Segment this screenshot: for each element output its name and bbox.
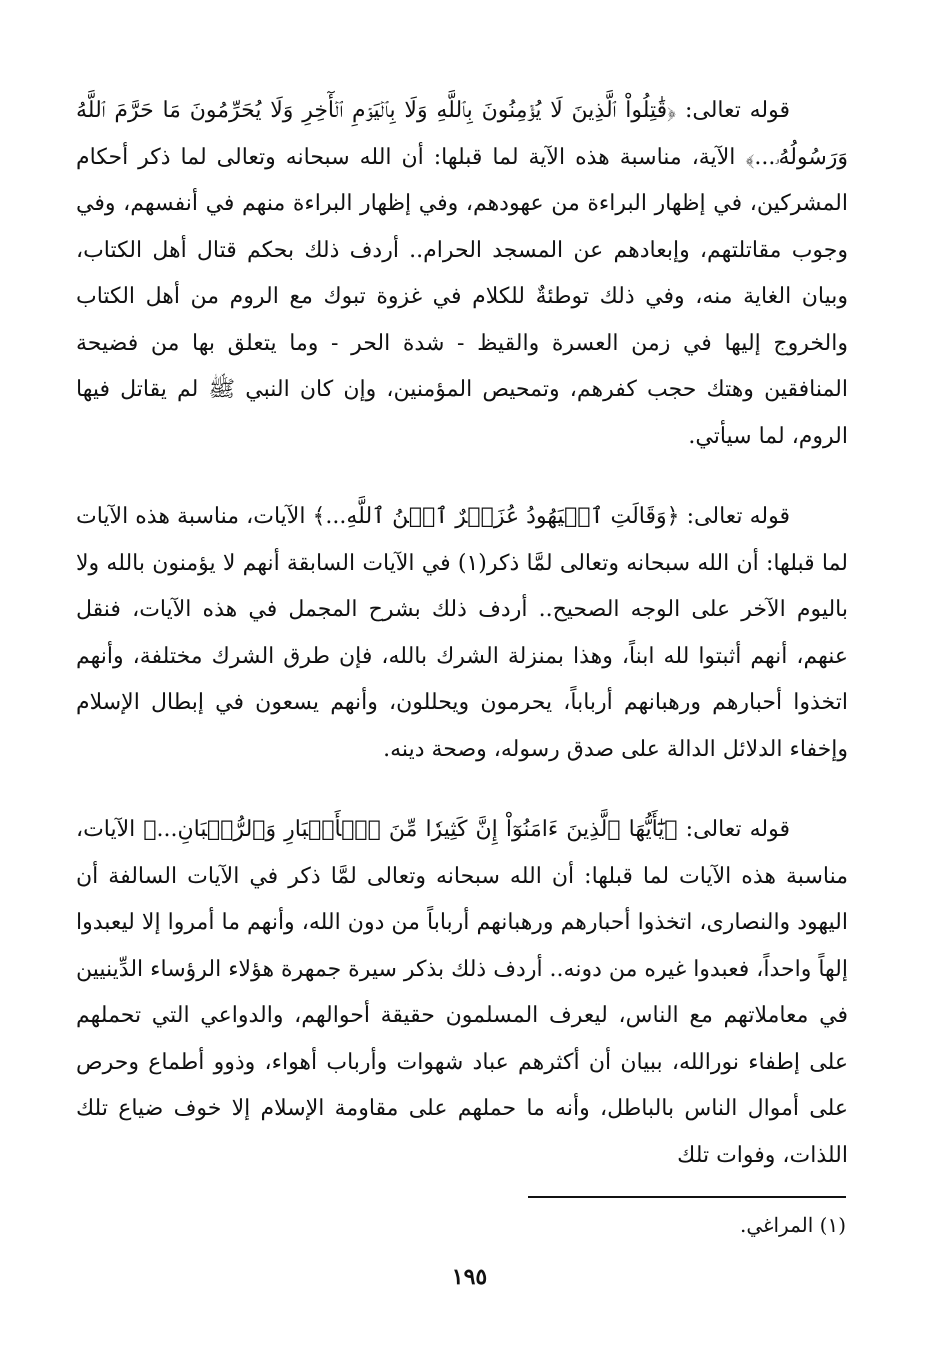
footnote-divider	[528, 1196, 846, 1198]
footnote: (١) المراغي.	[739, 1213, 846, 1237]
page-body	[76, 88, 848, 1179]
page-number: ١٩٥	[451, 1264, 488, 1290]
paragraph-3: قوله تعالى: ﴿يَٰٓأَيُّهَا ٱلَّذِينَ ءَامَنُوٓاْ إِنَّ كَثِيرٗا مِّنَ ٱلۡأَحۡبَارِ وَٱلرُّهۡبَانِ...﴾ الآيات، مناسبة هذه الآيات لما قبلها: أن الله سبحانه وتعالى لمَّا ذكر في الآيات السالفة أن اليهود والنصارى، اتخذوا أحبارهم ورهبانهم أرباباً من دون الله، وأنهم ما أمروا إلا ليعبدوا إلهاً واحداً، فعبدوا غيره من دونه.. أردف ذلك بذكر سيرة جمهرة هؤلاء الرؤساء الدِّينيين في معاملاتهم مع الناس، ليعرف المسلمون حقيقة أحوالهم، والدواعي التي تحملهم على إطفاء نورالله، ببيان أن أكثرهم عباد شهوات وأرباب أهواء، وذوو أطماع وحرص على أموال الناس بالباطل، وأنه ما حملهم على مقاومة الإسلام إلا خوف ضياع تلك اللذات، وفوات تلك	[76, 817, 848, 1168]
paragraph-2: قوله تعالى: ﴿وَقَالَتِ ٱلۡيَهُودُ عُزَيۡرٌ ٱبۡنُ ٱللَّهِ...﴾ الآيات، مناسبة هذه الآيات لما قبلها: أن الله سبحانه وتعالى لمَّا ذكر(١) في الآيات السابقة أنهم لا يؤمنون بالله ولا باليوم الآخر على الوجه الصحيح.. أردف ذلك بشرح المجمل في هذه الآيات، فنقل عنهم، أنهم أثبتوا لله ابناً، وهذا بمنزلة الشرك بالله، فإن طرق الشرك مختلفة، وأنهم اتخذوا أحبارهم ورهبانهم أرباباً، يحرمون ويحللون، وأنهم يسعون في إبطال الإسلام وإخفاء الدلائل الدالة على صدق رسوله، وصحة دينه.	[76, 504, 848, 762]
paragraph-1: قوله تعالى: ﴿قَٰتِلُواْ ٱلَّذِينَ لَا يُؤۡمِنُونَ بِٱللَّهِ وَلَا بِٱلۡيَوۡمِ ٱلۡأٓخِرِ وَلَا يُحَرِّمُونَ مَا حَرَّمَ ٱللَّهُ وَرَسُولُهُۥ...﴾ الآية، مناسبة هذه الآية لما قبلها: أن الله سبحانه وتعالى لما ذكر أحكام المشركين، في إظهار البراءة من عهودهم، وفي إظهار البراءة منهم في أنفسهم، وفي وجوب مقاتلتهم، وإبعادهم عن المسجد الحرام.. أردف ذلك بحكم قتال أهل الكتاب، وبيان الغاية منه، وفي ذلك توطئةٌ للكلام في غزوة تبوك مع الروم من أهل الكتاب والخروج إليها في زمن العسرة والقيظ - شدة الحر - وما يتعلق بها من فضيحة المنافقين وهتك حجب كفرهم، وتمحيص المؤمنين، وإن كان النبي ﷺ لم يقاتل فيها الروم، لما سيأتي.	[76, 98, 848, 449]
